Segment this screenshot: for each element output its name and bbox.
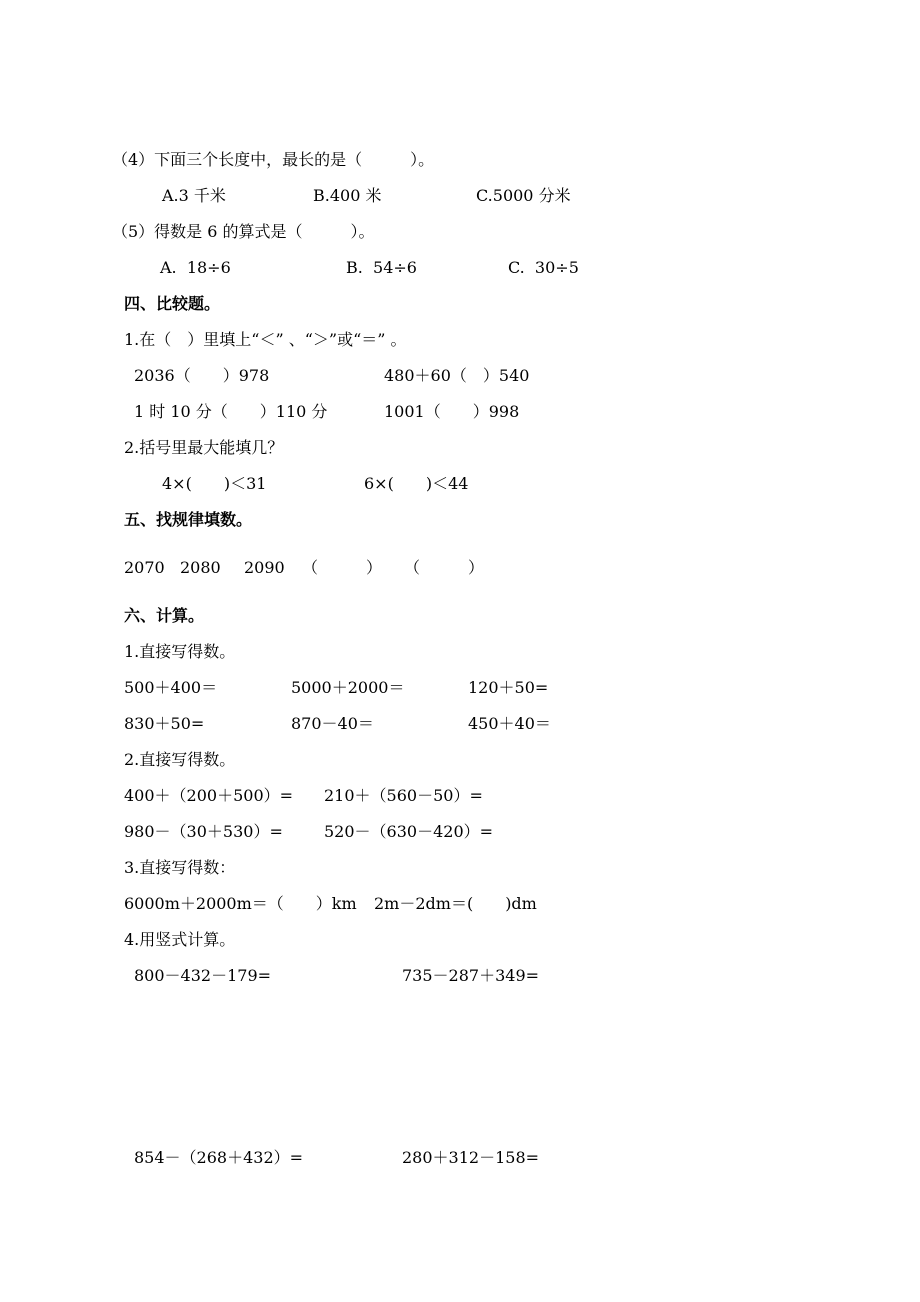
calc-2-3: 450＋40＝ <box>468 714 551 733</box>
pattern-blank-1: （ ） <box>302 558 383 577</box>
section-6-prompt-4: 4.用竖式计算。 <box>124 930 236 949</box>
vertical-calc-2: 735－287＋349= <box>402 966 540 985</box>
pattern-number-1: 2070 <box>124 558 165 577</box>
q5-option-a: A. 18÷6 <box>160 258 231 277</box>
paren-calc-1: 400＋（200＋500）= <box>124 786 294 805</box>
section-6-heading: 六、计算。 <box>124 606 205 625</box>
section-6-prompt-3: 3.直接写得数： <box>124 858 236 877</box>
question-5: （5）得数是 6 的算式是（ ）。 <box>112 222 375 241</box>
calc-1-1: 500＋400＝ <box>124 678 218 697</box>
vertical-calc-3: 854－（268＋432）= <box>134 1148 304 1167</box>
section-5-heading: 五、找规律填数。 <box>124 510 253 529</box>
paren-calc-3: 980－（30＋530）= <box>124 822 283 841</box>
calc-2-2: 870－40＝ <box>291 714 374 733</box>
vertical-calc-1: 800－432－179= <box>134 966 272 985</box>
q5-option-b: B. 54÷6 <box>346 258 417 277</box>
max-fill-item-1: 4×( )＜31 <box>162 474 267 493</box>
unit-calc-2: 2m－2dm＝( )dm <box>374 894 537 913</box>
vertical-calc-4: 280＋312－158= <box>402 1148 540 1167</box>
section-4-prompt-2: 2.括号里最大能填几？ <box>124 438 284 457</box>
calc-1-2: 5000＋2000＝ <box>291 678 405 697</box>
question-4: （4）下面三个长度中，最长的是（ ）。 <box>112 150 435 169</box>
section-4-heading: 四、比较题。 <box>124 294 221 313</box>
q5-option-c: C. 30÷5 <box>508 258 579 277</box>
section-6-prompt-2: 2.直接写得数。 <box>124 750 236 769</box>
compare-item-4: 1001（ ）998 <box>384 402 520 421</box>
q4-option-a: A.3 千米 <box>162 186 226 205</box>
pattern-blank-2: （ ） <box>404 558 485 577</box>
pattern-number-2: 2080 <box>180 558 221 577</box>
compare-item-3: 1 时 10 分（ ）110 分 <box>134 402 328 421</box>
compare-item-1: 2036（ ）978 <box>134 366 270 385</box>
calc-1-3: 120＋50= <box>468 678 549 697</box>
paren-calc-4: 520－（630－420）= <box>324 822 494 841</box>
paren-calc-2: 210＋（560－50）= <box>324 786 483 805</box>
pattern-number-3: 2090 <box>244 558 285 577</box>
max-fill-item-2: 6×( )＜44 <box>364 474 469 493</box>
unit-calc-1: 6000m＋2000m＝（ ）km <box>124 894 357 913</box>
section-6-prompt-1: 1.直接写得数。 <box>124 642 236 661</box>
compare-item-2: 480＋60（ ）540 <box>384 366 530 385</box>
calc-2-1: 830＋50= <box>124 714 205 733</box>
q4-option-b: B.400 米 <box>313 186 382 205</box>
section-4-prompt-1: 1.在（ ）里填上“＜” 、“＞”或“＝” 。 <box>124 330 407 349</box>
q4-option-c: C.5000 分米 <box>476 186 571 205</box>
